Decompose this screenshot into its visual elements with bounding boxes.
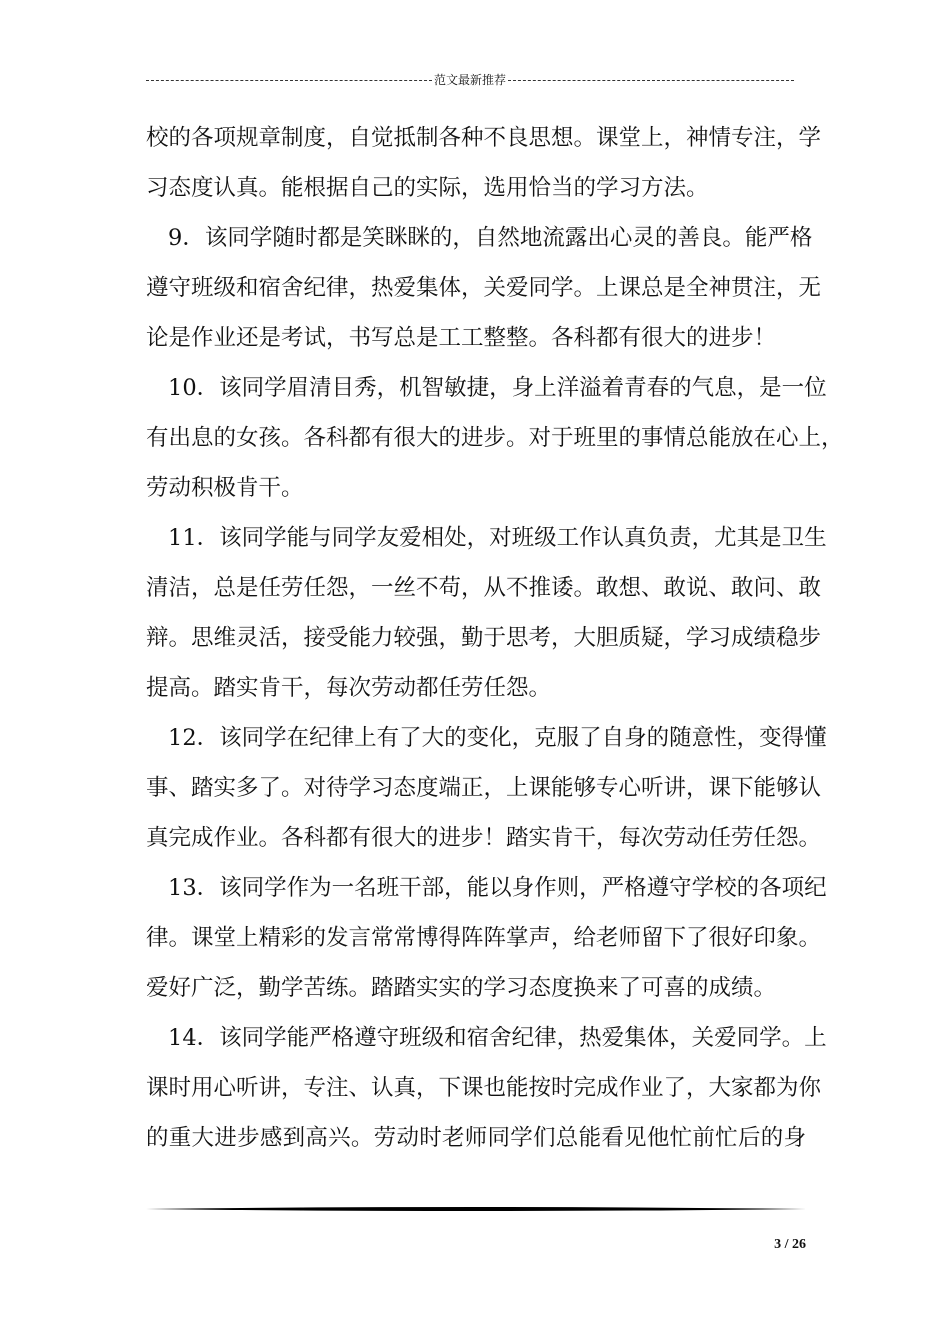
- text-line: 习态度认真。能根据自己的实际，选用恰当的学习方法。: [146, 175, 709, 201]
- text-line: 10．该同学眉清目秀，机智敏捷，身上洋溢着青春的气息，是一位: [168, 375, 827, 401]
- text-line: 14．该同学能严格遵守班级和宿舍纪律，热爱集体，关爱同学。上: [168, 1025, 827, 1051]
- footer-divider: [146, 1203, 806, 1215]
- text-line: 爱好广泛，勤学苦练。踏踏实实的学习态度换来了可喜的成绩。: [146, 975, 777, 1001]
- text-line: 校的各项规章制度，自觉抵制各种不良思想。课堂上，神情专注，学: [146, 125, 822, 151]
- text-line: 事、踏实多了。对待学习态度端正，上课能够专心听讲，课下能够认: [146, 775, 822, 801]
- text-line: 课时用心听讲，专注、认真，下课也能按时完成作业了，大家都为你: [146, 1075, 822, 1101]
- page-number: 3 / 26: [774, 1237, 806, 1252]
- header-dash-right: [508, 80, 794, 81]
- text-line: 11．该同学能与同学友爱相处，对班级工作认真负责，尤其是卫生: [168, 525, 827, 551]
- header-dash-left: [146, 80, 432, 81]
- document-body: [146, 113, 844, 1163]
- page-header: [146, 70, 794, 90]
- text-line: 辩。思维灵活，接受能力较强，勤于思考，大胆质疑，学习成绩稳步: [146, 625, 822, 651]
- text-line: 提高。踏实肯干，每次劳动都任劳任怨。: [146, 675, 552, 701]
- text-line: 真完成作业。各科都有很大的进步！踏实肯干，每次劳动任劳任怨。: [146, 825, 822, 851]
- text-line: 9．该同学随时都是笑眯眯的，自然地流露出心灵的善良。能严格: [168, 225, 813, 251]
- text-line: 律。课堂上精彩的发言常常博得阵阵掌声，给老师留下了很好印象。: [146, 925, 822, 951]
- text-line: 劳动积极肯干。: [146, 475, 304, 501]
- text-line: 遵守班级和宿舍纪律，热爱集体，关爱同学。上课总是全神贯注，无: [146, 275, 822, 301]
- header-title: 范文最新推荐: [434, 73, 507, 87]
- text-line: 清洁，总是任劳任怨，一丝不苟，从不推诿。敢想、敢说、敢问、敢: [146, 575, 822, 601]
- text-line: 论是作业还是考试，书写总是工工整整。各科都有很大的进步！: [146, 325, 777, 351]
- text-line: 的重大进步感到高兴。劳动时老师同学们总能看见他忙前忙后的身: [146, 1125, 806, 1151]
- text-line: 13．该同学作为一名班干部，能以身作则，严格遵守学校的各项纪: [168, 875, 827, 901]
- text-line: 12．该同学在纪律上有了大的变化，克服了自身的随意性，变得懂: [168, 725, 827, 751]
- text-line: 有出息的女孩。各科都有很大的进步。对于班里的事情总能放在心上，: [146, 425, 844, 451]
